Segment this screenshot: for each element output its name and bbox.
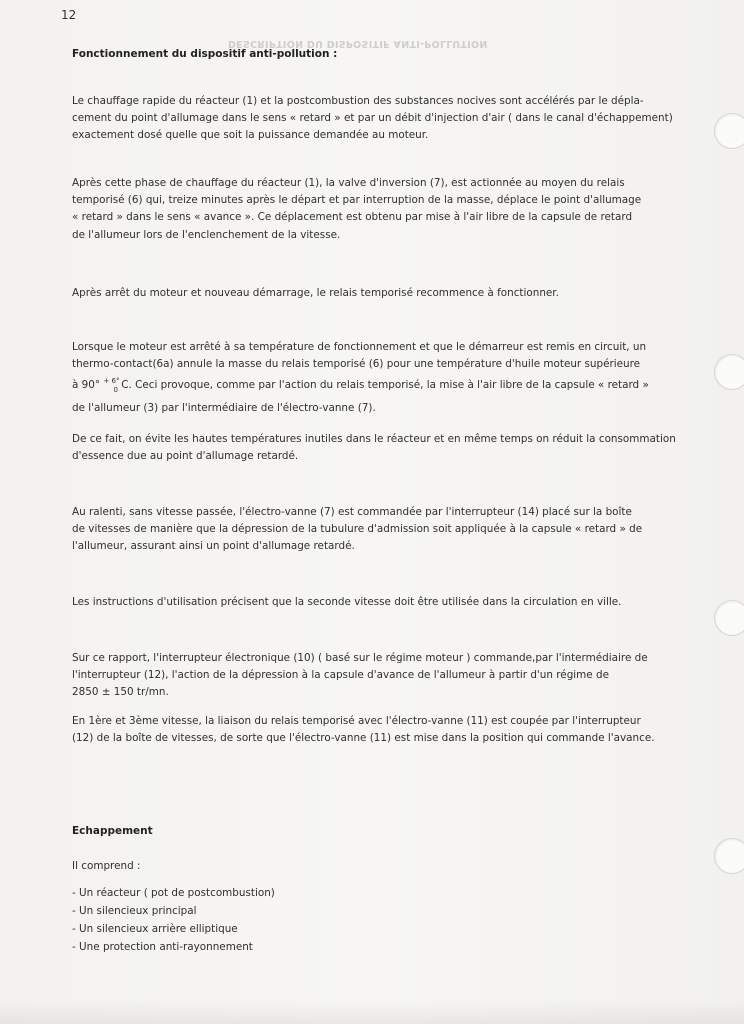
paragraph-line: Après arrêt du moteur et nouveau démarrage, le relais temporisé recommence à fonctionner. [72,287,559,299]
paragraph-line: d'essence due au point d'allumage retardé. [72,450,299,463]
paragraph-line: 2850 ± 150 tr/mn. [72,686,169,699]
paragraph-line: thermo-contact(6a) annule la masse du relais temporisé (6) pour une température d'huile moteur supérieure [72,358,641,371]
paragraph-line: cement du point d'allumage dans le sens « retard » et par un débit d'injection d'air ( dans le canal d'échappement) [72,112,673,125]
binder-hole [714,113,744,149]
paragraph-line: Après cette phase de chauffage du réacteur (1), la valve d'inversion (7), est actionnée au moyen du relais [72,177,625,189]
paragraph-line: Lorsque le moteur est arrêté à sa température de fonctionnement et que le démarreur est remis en circuit, un [72,341,647,353]
paragraph-8 [72,650,682,702]
paragraph-9 [72,713,682,747]
paragraph-line: Sur ce rapport, l'interrupteur électronique (10) ( basé sur le régime moteur ) commande,par l'intermédiaire de [72,652,648,664]
paragraph-line: l'interrupteur (12), l'action de la dépression à la capsule d'avance de l'allumeur à partir d'un régime de [72,669,609,682]
paragraph-line: exactement dosé quelle que soit la puissance demandée au moteur. [72,129,429,142]
paragraph-line: Les instructions d'utilisation précisent que la seconde vitesse doit être utilisée dans la circulation en ville. [72,596,622,608]
paragraph-line: temporisé (6) qui, treize minutes après le départ et par interruption de la masse, déplace le point d'allumage [72,194,642,207]
page-bottom-edge [0,1000,744,1024]
paragraph-line: De ce fait, on évite les hautes températures inutiles dans le réacteur et en même temps on réduit la consommation [72,433,676,445]
paragraph-1 [72,93,682,145]
exhaust-intro: Il comprend : [72,860,141,872]
list-item: - Un silencieux arrière elliptique [72,923,238,935]
temperature-line-rest: C. Ceci provoque, comme par l'action du relais temporisé, la mise à l'air libre de la capsule « retard » [117,379,649,392]
paragraph-7 [72,594,682,611]
paragraph-line: « retard » dans le sens « avance ». Ce déplacement est obtenu par mise à l'air libre de la capsule de retard [72,211,633,224]
paragraph-5 [72,431,682,465]
paragraph-line: Le chauffage rapide du réacteur (1) et la postcombustion des substances nocives sont accélérés par le dépla- [72,95,644,107]
temperature-tolerance-lower: 0 [113,386,118,395]
paragraph-line: de l'allumeur (3) par l'intermédiaire de l'électro-vanne (7). [72,401,376,414]
paragraph-line: de l'allumeur lors de l'enclenchement de la vitesse. [72,228,341,241]
list-item: - Une protection anti-rayonnement [72,941,253,953]
paragraph-line: En 1ère et 3ème vitesse, la liaison du relais temporisé avec l'électro-vanne (11) est coupée par l'interrupteur [72,715,641,727]
binder-hole [714,838,744,874]
list-item: - Un silencieux principal [72,905,197,917]
list-item: - Un réacteur ( pot de postcombustion) [72,887,275,899]
paragraph-line: de vitesses de manière que la dépression de la tubulure d'admission soit appliquée à la capsule « retard » de [72,523,643,536]
bleed-through-title: DESCRIPTION DU DISPOSITIF ANTI-POLLUTION [228,38,488,49]
temperature-tolerance-upper: + 6° [103,377,120,386]
paragraph-4 [72,339,682,417]
section-heading-echappement: Echappement [72,825,153,837]
binder-hole [714,354,744,390]
section-heading-anti-pollution: Fonctionnement du dispositif anti-pollution : [72,48,338,60]
paragraph-line-temperature [72,373,682,399]
paragraph-line: (12) de la boîte de vitesses, de sorte que l'électro-vanne (11) est mise dans la position qui commande l'avance. [72,732,655,745]
exhaust-components-list [72,884,275,956]
paragraph-3 [72,285,682,302]
paragraph-2 [72,175,682,244]
paragraph-line: l'allumeur, assurant ainsi un point d'allumage retardé. [72,540,355,553]
page-number: 12 [61,8,77,22]
paragraph-6 [72,504,682,556]
temperature-value: à 90° [72,379,101,392]
paragraph-line: Au ralenti, sans vitesse passée, l'électro-vanne (7) est commandée par l'interrupteur (14) placé sur la boîte [72,506,632,518]
binder-hole [714,600,744,636]
